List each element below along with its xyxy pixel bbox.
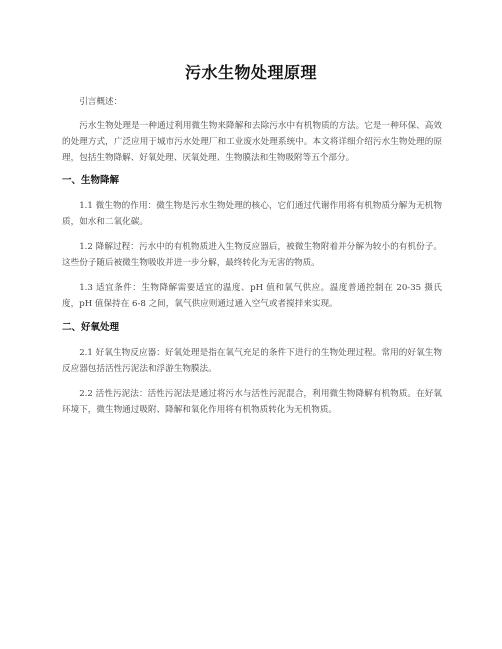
intro-label: 引言概述：	[79, 97, 123, 107]
intro-paragraph: 污水生物处理是一种通过利用微生物来降解和去除污水中有机物质的方法。它是一种环保、高效的处理方式，广泛应用于城市污水处理厂和工业废水处理系统中。本文将详细介绍污水生物处理的原理，包括生物降解、好氧处理、厌氧处理、生物膜法和生物吸附等五个部分。	[62, 121, 442, 163]
document-body	[62, 94, 442, 427]
section-aerobic-treatment	[62, 321, 442, 418]
section-biodegradation	[62, 174, 442, 312]
section-paragraph: 1.1 微生物的作用：微生物是污水生物处理的核心，它们通过代谢作用将有机物质分解为无机物质，如水和二氧化碳。	[62, 201, 442, 227]
section-paragraph: 1.3 适宜条件：生物降解需要适宜的温度、pH 值和氧气供应。温度普通控制在 20-35 摄氏度，pH 值保持在 6-8 之间，氧气供应则通过通入空气或者搅拌来实现。	[62, 283, 442, 309]
document-title: 污水生物处理原理	[184, 63, 317, 82]
section-heading: 二、好氧处理	[62, 322, 120, 333]
section-paragraph: 1.2 降解过程：污水中的有机物质进入生物反应器后，被微生物附着并分解为较小的有机份子。这些份子随后被微生物吸收并进一步分解，最终转化为无害的物质。	[62, 242, 442, 268]
section-paragraph: 2.2 活性污泥法：活性污泥法是通过将污水与活性污泥混合，利用微生物降解有机物质。在好氧环境下，微生物通过吸附、降解和氧化作用将有机物质转化为无机物质。	[62, 389, 442, 415]
section-paragraph: 2.1 好氧生物反应器：好氧处理是指在氧气充足的条件下进行的生物处理过程。常用的好氧生物反应器包括活性污泥法和浮游生物膜法。	[62, 348, 442, 374]
section-heading: 一、生物降解	[62, 175, 120, 186]
